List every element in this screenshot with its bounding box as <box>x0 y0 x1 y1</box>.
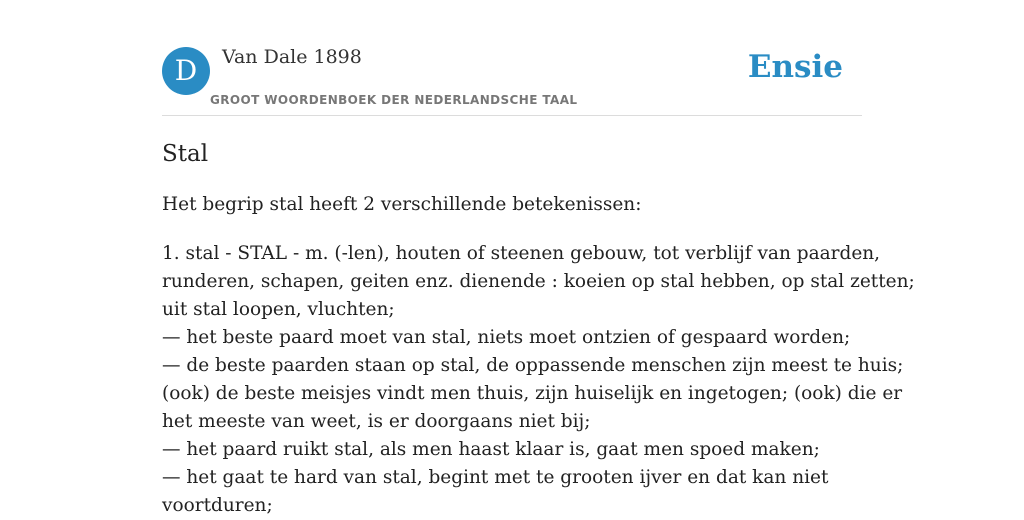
source-subtitle: GROOT WOORDENBOEK DER NEDERLANDSCHE TAAL <box>210 93 578 107</box>
definition-line: — het paard ruikt stal, als men haast klaar is, gaat men spoed maken; <box>162 439 820 460</box>
source-title[interactable]: Van Dale 1898 <box>222 46 362 68</box>
page-container <box>162 0 915 516</box>
ensie-brand-link[interactable]: Ensie <box>747 49 843 85</box>
definition-line: het meeste van weet, is er doorgaans niet bij; <box>162 411 591 432</box>
header <box>162 0 862 116</box>
definition-line: (ook) de beste meisjes vindt men thuis, zijn huiselijk en ingetogen; (ook) die er <box>162 383 903 404</box>
dictionary-logo[interactable]: D <box>162 47 210 95</box>
definition-line: — de beste paarden staan op stal, de oppassende menschen zijn meest te huis; <box>162 355 904 376</box>
definition-line: — het gaat te hard van stal, begint met te grooten ijver en dat kan niet <box>162 467 829 488</box>
definition-line: uit stal loopen, vluchten; <box>162 299 395 320</box>
definition-line: — het beste paard moet van stal, niets moet ontzien of gespaard worden; <box>162 327 851 348</box>
definition-line: runderen, schapen, geiten enz. dienende : koeien op stal hebben, op stal zetten; <box>162 271 915 292</box>
definition-text <box>162 240 915 520</box>
definition-line: 1. stal - STAL - m. (-len), houten of steenen gebouw, tot verblijf van paarden, <box>162 243 881 264</box>
definition-line: voortduren; <box>162 495 273 516</box>
entry-title: Stal <box>162 141 209 167</box>
entry-intro: Het begrip stal heeft 2 verschillende betekenissen: <box>162 194 642 215</box>
